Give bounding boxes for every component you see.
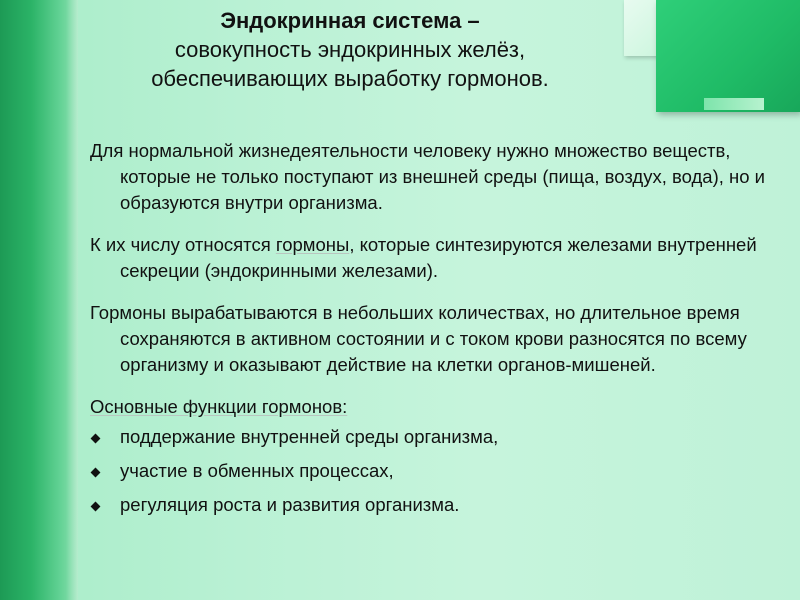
diamond-bullet-icon bbox=[91, 502, 101, 512]
list-item-text: поддержание внутренней среды организма, bbox=[120, 426, 499, 447]
paragraph-2 bbox=[90, 232, 780, 284]
diamond-bullet-icon bbox=[91, 434, 101, 444]
title-line-2: совокупность эндокринных желёз, bbox=[174, 37, 526, 62]
paragraph-1: Для нормальной жизнедеятельности человеку нужно множество веществ, которые не только поступают из внешней среды (пища, воздух, вода), но и образуются внутри организма. bbox=[90, 140, 766, 213]
list-item bbox=[90, 492, 780, 518]
list-item-text: участие в обменных процессах, bbox=[120, 460, 394, 481]
functions-heading: Основные функции гормонов: bbox=[90, 396, 348, 417]
paragraph-3: Гормоны вырабатываются в небольших количествах, но длительное время сохраняются в активном состоянии и с током крови разносятся по всему организму и оказывают действие на клетки органов-мишеней. bbox=[90, 302, 747, 375]
slide-title bbox=[90, 6, 610, 93]
title-line-3: обеспечивающих выработку гормонов. bbox=[151, 66, 549, 91]
title-line-1: Эндокринная система – bbox=[220, 8, 480, 33]
left-decorative-bar bbox=[0, 0, 78, 600]
list-item bbox=[90, 424, 780, 450]
slide-body bbox=[90, 138, 780, 526]
hormones-highlight: гормоны bbox=[275, 234, 350, 255]
decorative-inner-stripe bbox=[704, 98, 764, 110]
list-item-text: регуляция роста и развития организма. bbox=[120, 494, 460, 515]
list-item bbox=[90, 458, 780, 484]
paragraph-2-end: , которые синтезируются железами внутренней секреции (эндокринными железами). bbox=[120, 234, 757, 281]
decorative-green-square bbox=[656, 0, 800, 112]
paragraph-2-start: К их числу относятся bbox=[90, 234, 276, 255]
diamond-bullet-icon bbox=[91, 468, 101, 478]
functions-list bbox=[90, 424, 780, 518]
